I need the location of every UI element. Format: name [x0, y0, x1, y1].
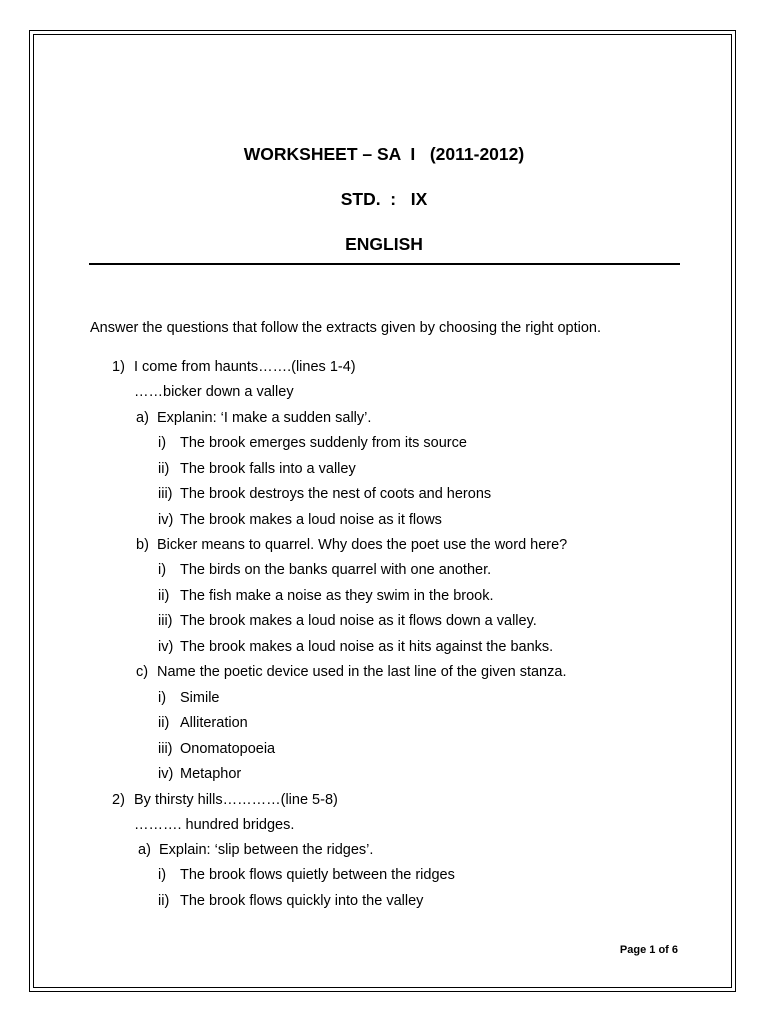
option-marker: i)	[158, 435, 167, 451]
option-text: Simile	[180, 690, 220, 706]
option-marker: i)	[158, 867, 167, 883]
subject-label: ENGLISH	[345, 234, 423, 254]
option-text: Metaphor	[180, 766, 242, 782]
option-text: Onomatopoeia	[180, 741, 276, 757]
option-text: The fish make a noise as they swim in the brook.	[180, 588, 494, 604]
option-text: The brook makes a loud noise as it hits against the banks.	[180, 639, 554, 655]
part-marker: a)	[138, 842, 151, 858]
option-text: The brook makes a loud noise as it flows	[180, 512, 442, 528]
option-text: The birds on the banks quarrel with one another.	[180, 562, 492, 578]
option-marker: ii)	[158, 893, 170, 909]
extract-ending: ……bicker down a valley	[134, 384, 294, 400]
option-text: The brook flows quietly between the ridges	[180, 867, 455, 883]
instructions: Answer the questions that follow the extracts given by choosing the right option.	[90, 320, 602, 336]
option-marker: ii)	[158, 715, 170, 731]
option-marker: iv)	[158, 766, 174, 782]
part-text: Bicker means to quarrel. Why does the poet use the word here?	[157, 537, 568, 553]
option-text: The brook falls into a valley	[180, 461, 356, 477]
part-text: Explanin: ‘I make a sudden sally’.	[157, 410, 372, 426]
extract-ending: ………. hundred bridges.	[134, 817, 295, 833]
worksheet-title: WORKSHEET – SA I (2011-2012)	[243, 144, 525, 164]
part-marker: c)	[136, 664, 149, 680]
part-marker: b)	[136, 537, 149, 553]
question-text: By thirsty hills…………(line 5-8)	[134, 792, 338, 808]
option-marker: iv)	[158, 639, 174, 655]
header-divider	[89, 263, 680, 265]
option-text: The brook destroys the nest of coots and herons	[180, 486, 492, 502]
option-marker: i)	[158, 690, 167, 706]
option-text: The brook emerges suddenly from its source	[180, 435, 467, 451]
standard-label: STD. : IX	[340, 189, 428, 209]
option-marker: iii)	[158, 741, 173, 757]
option-marker: i)	[158, 562, 167, 578]
option-text: Alliteration	[180, 715, 248, 731]
option-marker: iii)	[158, 486, 173, 502]
part-text: Explain: ‘slip between the ridges’.	[159, 842, 374, 858]
option-marker: ii)	[158, 588, 170, 604]
option-marker: ii)	[158, 461, 170, 477]
part-marker: a)	[136, 410, 149, 426]
question-text: I come from haunts…….(lines 1-4)	[134, 359, 356, 375]
option-marker: iii)	[158, 613, 173, 629]
option-marker: iv)	[158, 512, 174, 528]
option-text: The brook flows quickly into the valley	[180, 893, 424, 909]
page-number: Page 1 of 6	[619, 944, 678, 956]
part-text: Name the poetic device used in the last line of the given stanza.	[157, 664, 567, 680]
option-text: The brook makes a loud noise as it flows down a valley.	[180, 613, 537, 629]
question-marker: 2)	[112, 792, 125, 808]
question-marker: 1)	[112, 359, 125, 375]
